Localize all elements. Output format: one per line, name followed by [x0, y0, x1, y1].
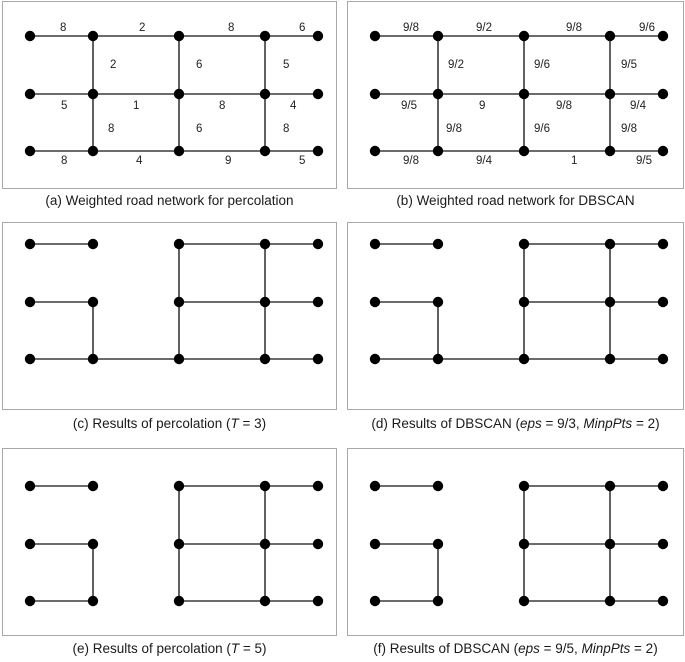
- intersection-node: [88, 239, 98, 249]
- edge-weight-label: 6: [299, 22, 306, 34]
- edge-weight-label: 8: [60, 22, 67, 34]
- intersection-node: [658, 596, 668, 606]
- intersection-node: [433, 239, 443, 249]
- intersection-node: [658, 297, 668, 307]
- edge-weight-label: 9/8: [566, 22, 582, 34]
- intersection-node: [658, 31, 668, 41]
- panel-a: [2, 1, 337, 213]
- intersection-node: [658, 354, 668, 364]
- intersection-node: [174, 481, 184, 491]
- intersection-node: [658, 146, 668, 156]
- panel-c-frame: [2, 222, 337, 410]
- edge-weight-label: 1: [571, 155, 578, 167]
- intersection-node: [174, 297, 184, 307]
- intersection-node: [88, 596, 98, 606]
- caption-a: (a) Weighted road network for percolation: [45, 193, 294, 208]
- intersection-node: [174, 31, 184, 41]
- intersection-node: [260, 596, 270, 606]
- intersection-node: [260, 31, 270, 41]
- graph-b: [348, 2, 685, 190]
- edge-weight-label: 4: [136, 155, 143, 167]
- intersection-node: [313, 481, 323, 491]
- intersection-node: [88, 539, 98, 549]
- intersection-node: [605, 31, 615, 41]
- edge-weight-label: 8: [219, 100, 226, 112]
- intersection-node: [519, 297, 529, 307]
- intersection-node: [519, 239, 529, 249]
- panel-f: [347, 448, 684, 662]
- intersection-node: [313, 354, 323, 364]
- intersection-node: [433, 596, 443, 606]
- edge-weight-label: 9/5: [636, 155, 652, 167]
- panel-f-frame: [347, 448, 684, 636]
- panel-c: [2, 222, 337, 442]
- intersection-node: [88, 481, 98, 491]
- intersection-node: [370, 481, 380, 491]
- intersection-node: [605, 596, 615, 606]
- edge-weight-label: 9/6: [639, 22, 655, 34]
- edge-weight-label: 8: [228, 22, 235, 34]
- edge-weight-label: 8: [108, 123, 115, 135]
- intersection-node: [174, 596, 184, 606]
- intersection-node: [88, 146, 98, 156]
- intersection-node: [370, 354, 380, 364]
- intersection-node: [260, 539, 270, 549]
- intersection-node: [519, 89, 529, 99]
- graph-d: [348, 223, 685, 411]
- intersection-node: [260, 89, 270, 99]
- intersection-node: [25, 31, 35, 41]
- panel-e: [2, 448, 337, 662]
- edge-weight-label: 5: [283, 59, 290, 71]
- intersection-node: [370, 31, 380, 41]
- edge-weight-label: 9/2: [448, 59, 464, 71]
- caption-c: (c) Results of percolation (T = 3): [72, 416, 267, 431]
- intersection-node: [605, 354, 615, 364]
- intersection-node: [658, 239, 668, 249]
- intersection-node: [25, 539, 35, 549]
- intersection-node: [519, 596, 529, 606]
- edge-weight-label: 9/8: [403, 22, 419, 34]
- intersection-node: [25, 239, 35, 249]
- intersection-node: [174, 239, 184, 249]
- intersection-node: [658, 481, 668, 491]
- intersection-node: [519, 539, 529, 549]
- edge-weight-label: 5: [61, 100, 68, 112]
- intersection-node: [605, 539, 615, 549]
- intersection-node: [370, 146, 380, 156]
- intersection-node: [25, 354, 35, 364]
- intersection-node: [260, 239, 270, 249]
- edge-weight-label: 9/2: [476, 22, 492, 34]
- edge-weight-label: 2: [139, 22, 146, 34]
- intersection-node: [519, 31, 529, 41]
- edge-weight-label: 1: [133, 100, 140, 112]
- intersection-node: [313, 31, 323, 41]
- panel-e-frame: [2, 448, 337, 636]
- intersection-node: [25, 146, 35, 156]
- intersection-node: [605, 481, 615, 491]
- panel-b-frame: [347, 1, 684, 189]
- edge-weight-label: 4: [290, 100, 297, 112]
- intersection-node: [519, 481, 529, 491]
- intersection-node: [658, 539, 668, 549]
- graph-a: [3, 2, 338, 190]
- intersection-node: [433, 31, 443, 41]
- caption-f: (f) Results of DBSCAN (eps = 9/5, MinpPts = 2): [373, 641, 658, 656]
- edge-weight-label: 2: [110, 59, 117, 71]
- intersection-node: [370, 239, 380, 249]
- intersection-node: [313, 596, 323, 606]
- intersection-node: [25, 297, 35, 307]
- caption-d: (d) Results of DBSCAN (eps = 9/3, MinpPts = 2): [371, 416, 660, 431]
- graph-c: [3, 223, 338, 411]
- intersection-node: [433, 146, 443, 156]
- caption-b: (b) Weighted road network for DBSCAN: [396, 193, 635, 208]
- intersection-node: [260, 146, 270, 156]
- intersection-node: [313, 539, 323, 549]
- intersection-node: [174, 89, 184, 99]
- graph-e: [3, 449, 338, 637]
- panel-d-frame: [347, 222, 684, 410]
- intersection-node: [433, 297, 443, 307]
- intersection-node: [260, 297, 270, 307]
- intersection-node: [25, 481, 35, 491]
- panel-a-frame: [2, 1, 337, 189]
- intersection-node: [605, 146, 615, 156]
- edge-weight-label: 9/4: [476, 155, 492, 167]
- edge-weight-label: 9: [479, 100, 486, 112]
- intersection-node: [260, 481, 270, 491]
- intersection-node: [88, 89, 98, 99]
- intersection-node: [313, 239, 323, 249]
- edge-weight-label: 9/8: [446, 123, 462, 135]
- intersection-node: [370, 596, 380, 606]
- graph-f: [348, 449, 685, 637]
- intersection-node: [658, 89, 668, 99]
- edge-weight-label: 9/4: [630, 100, 646, 112]
- edge-weight-label: 9/6: [534, 123, 550, 135]
- edge-weight-label: 6: [196, 59, 203, 71]
- panel-b: [347, 1, 684, 213]
- caption-e: (e) Results of percolation (T = 5): [72, 641, 267, 656]
- edge-weight-label: 6: [196, 123, 203, 135]
- edge-weight-label: 9: [225, 155, 232, 167]
- intersection-node: [25, 596, 35, 606]
- intersection-node: [174, 146, 184, 156]
- edge-weight-label: 9/8: [403, 155, 419, 167]
- edge-weight-label: 8: [283, 123, 290, 135]
- intersection-node: [605, 239, 615, 249]
- intersection-node: [605, 89, 615, 99]
- edge-weight-label: 8: [61, 155, 68, 167]
- intersection-node: [88, 31, 98, 41]
- edge-weight-label: 9/8: [621, 123, 637, 135]
- intersection-node: [174, 354, 184, 364]
- intersection-node: [370, 89, 380, 99]
- intersection-node: [519, 146, 529, 156]
- intersection-node: [174, 539, 184, 549]
- edge-weight-label: 9/5: [621, 59, 637, 71]
- intersection-node: [433, 89, 443, 99]
- intersection-node: [605, 297, 615, 307]
- intersection-node: [370, 539, 380, 549]
- intersection-node: [433, 354, 443, 364]
- intersection-node: [88, 354, 98, 364]
- intersection-node: [433, 481, 443, 491]
- intersection-node: [370, 297, 380, 307]
- intersection-node: [88, 297, 98, 307]
- edge-weight-label: 9/8: [556, 100, 572, 112]
- intersection-node: [25, 89, 35, 99]
- intersection-node: [313, 297, 323, 307]
- intersection-node: [260, 354, 270, 364]
- intersection-node: [313, 89, 323, 99]
- intersection-node: [519, 354, 529, 364]
- intersection-node: [313, 146, 323, 156]
- edge-weight-label: 9/5: [401, 100, 417, 112]
- edge-weight-label: 9/6: [534, 59, 550, 71]
- edge-weight-label: 5: [299, 155, 306, 167]
- intersection-node: [433, 539, 443, 549]
- panel-d: [347, 222, 684, 442]
